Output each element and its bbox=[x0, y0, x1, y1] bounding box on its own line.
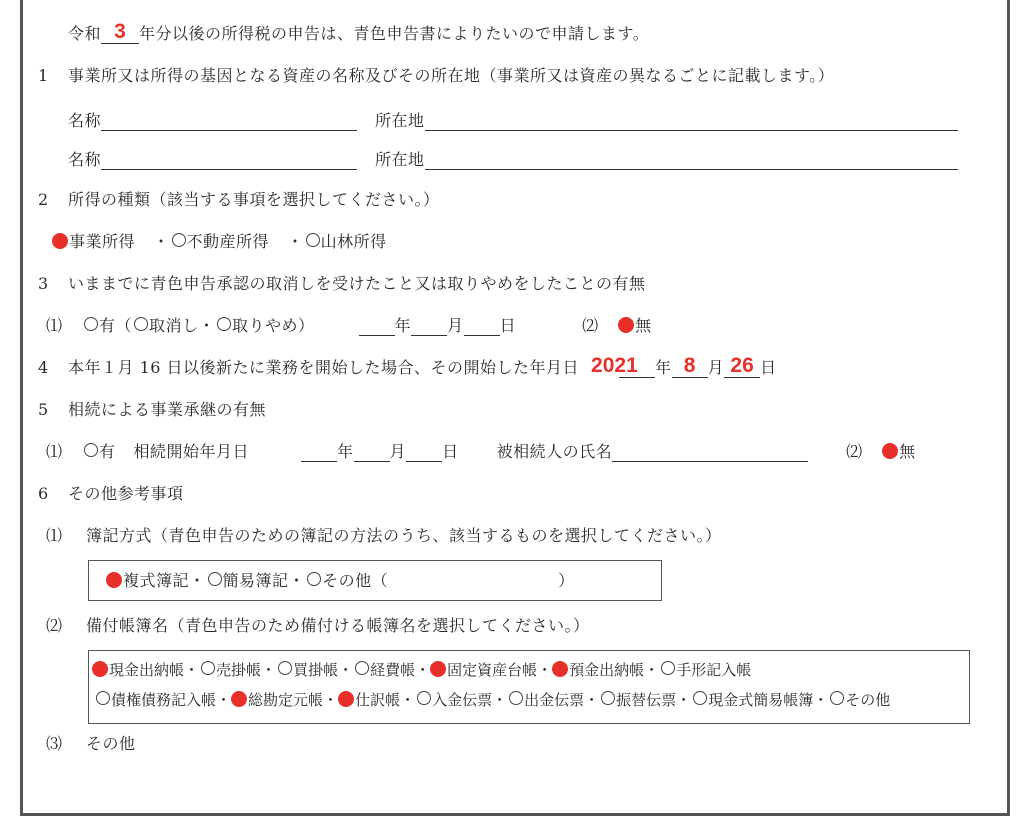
option-deposit-book[interactable] bbox=[552, 661, 644, 679]
option-cash-book[interactable] bbox=[92, 661, 184, 679]
option-label: 預金出納帳 bbox=[569, 661, 645, 679]
location-field[interactable] bbox=[425, 151, 958, 170]
day-label: 日 bbox=[442, 442, 459, 461]
section-number: 3 bbox=[38, 274, 49, 293]
section-title: いままでに青色申告承認の取消しを受けたこと又は取りやめをしたことの有無 bbox=[68, 274, 646, 293]
option-transfer-slip[interactable] bbox=[599, 691, 676, 709]
day-label: 日 bbox=[760, 358, 777, 377]
option-expense-book[interactable] bbox=[353, 661, 415, 679]
option-general-ledger[interactable] bbox=[231, 691, 323, 709]
selected-mark-icon bbox=[52, 233, 68, 249]
day-label: 日 bbox=[499, 316, 517, 335]
heir-name-label: 被相続人の氏名 bbox=[496, 442, 613, 461]
start-year-value: 2021 bbox=[591, 354, 638, 377]
section-number: 6 bbox=[38, 484, 49, 503]
unselected-circle-icon bbox=[208, 572, 222, 586]
section5-options bbox=[46, 442, 916, 462]
item-number: ⑵ bbox=[46, 616, 63, 635]
item-number: ⑴ bbox=[46, 526, 63, 545]
option-simple-entry[interactable] bbox=[206, 571, 289, 590]
other-method-field[interactable] bbox=[388, 573, 558, 591]
name-field[interactable] bbox=[101, 151, 357, 170]
option-other[interactable] bbox=[305, 571, 388, 590]
option-label: 無 bbox=[635, 316, 652, 335]
day-field[interactable] bbox=[464, 317, 500, 336]
unselected-circle-icon bbox=[84, 317, 98, 331]
selected-mark-icon bbox=[882, 443, 898, 459]
unselected-circle-icon bbox=[172, 233, 186, 247]
section-number: 4 bbox=[38, 358, 49, 377]
bookkeeping-method-heading bbox=[46, 526, 722, 546]
year-label: 年 bbox=[394, 316, 412, 335]
section3-options: ⑴ 有（ 取消し・ 取りやめ） 年 月 日 ⑵ 無 bbox=[46, 316, 652, 335]
option-receipt-slip[interactable] bbox=[415, 691, 492, 709]
location-field[interactable] bbox=[425, 112, 958, 131]
option-double-entry[interactable] bbox=[106, 571, 189, 590]
option-label: 取りやめ） bbox=[232, 316, 315, 335]
section6-heading bbox=[38, 484, 184, 504]
unselected-circle-icon bbox=[693, 691, 707, 705]
option-label: 有 bbox=[99, 442, 116, 461]
option-other-ledger[interactable] bbox=[828, 691, 890, 709]
separator: ・ bbox=[153, 232, 170, 251]
start-day-field[interactable] bbox=[724, 354, 760, 378]
option-payment-slip[interactable] bbox=[507, 691, 584, 709]
item-number: ⑵ bbox=[846, 442, 863, 461]
year-label: 年 bbox=[655, 358, 672, 377]
unselected-circle-icon bbox=[509, 691, 523, 705]
section-title: 事業所又は所得の基因となる資産の名称及びその所在地（事業所又は資産の異なるごとに記載します。） bbox=[68, 66, 835, 85]
intro-text: 年分以後の所得税の申告は、青色申告書によりたいので申請します。 bbox=[139, 24, 650, 43]
option-fixed-asset-ledger[interactable] bbox=[430, 661, 537, 679]
selected-mark-icon bbox=[92, 661, 108, 677]
unselected-circle-icon bbox=[278, 661, 292, 675]
subsection-title: 備付帳簿名（青色申告のため備付ける帳簿名を選択してください。） bbox=[86, 616, 590, 635]
start-month-value: 8 bbox=[683, 354, 696, 377]
item-number: ⑴ bbox=[46, 316, 63, 335]
unselected-circle-icon bbox=[601, 691, 615, 705]
month-label: 月 bbox=[447, 316, 464, 335]
option-bill-book[interactable] bbox=[659, 661, 751, 679]
option-yes[interactable] bbox=[82, 442, 116, 461]
heir-name-field[interactable] bbox=[612, 443, 808, 462]
start-month-field[interactable] bbox=[672, 354, 708, 378]
unselected-circle-icon bbox=[134, 317, 148, 331]
unselected-circle-icon bbox=[830, 691, 844, 705]
location-label: 所在地 bbox=[375, 150, 425, 169]
item-number: ⑴ bbox=[46, 442, 63, 461]
unselected-circle-icon bbox=[84, 443, 98, 457]
option-label: 複式簿記 bbox=[123, 571, 190, 590]
option-label: 買掛帳 bbox=[293, 661, 339, 679]
option-debt-book[interactable] bbox=[94, 691, 216, 709]
option-label: 有（ bbox=[99, 316, 133, 335]
era-label: 令和 bbox=[68, 24, 102, 43]
month-field[interactable] bbox=[354, 443, 390, 462]
section-title: 本年１月 16 日以後新たに業務を開始した場合、その開始した年月日 bbox=[68, 358, 580, 377]
section-title: その他参考事項 bbox=[68, 484, 184, 503]
option-label: 不動産所得 bbox=[186, 232, 270, 251]
option-label: 仕訳帳 bbox=[355, 691, 401, 709]
other-heading bbox=[46, 734, 136, 754]
option-cash-simple-book[interactable] bbox=[691, 691, 813, 709]
option-real-estate-income[interactable] bbox=[170, 232, 270, 251]
option-label: 簡易簿記 bbox=[222, 571, 289, 590]
era-year-value: 3 bbox=[114, 20, 126, 43]
separator: ・ bbox=[287, 232, 304, 251]
unselected-circle-icon bbox=[661, 661, 675, 675]
unselected-circle-icon bbox=[417, 691, 431, 705]
section4-line bbox=[38, 354, 777, 378]
subsection-title: その他 bbox=[86, 734, 136, 753]
year-field[interactable] bbox=[359, 317, 395, 336]
name-label: 名称 bbox=[68, 111, 102, 130]
ledger-options-row-1: 現金出納帳・ 売掛帳・ 買掛帳・ 経費帳・ 固定資産台帳・ 預金出納帳・ 手形記入帳 bbox=[92, 660, 751, 680]
start-date-label: 相続開始年月日 bbox=[133, 442, 250, 461]
unselected-circle-icon bbox=[355, 661, 369, 675]
selected-mark-icon bbox=[552, 661, 568, 677]
item-number: ⑶ bbox=[46, 734, 63, 753]
option-label: 手形記入帳 bbox=[676, 661, 752, 679]
option-label: 入金伝票 bbox=[432, 691, 493, 709]
option-accounts-receivable[interactable] bbox=[199, 661, 261, 679]
income-type-options bbox=[52, 232, 387, 252]
year-label: 年 bbox=[337, 442, 354, 461]
option-no[interactable] bbox=[882, 442, 916, 461]
month-field[interactable] bbox=[411, 317, 447, 336]
section3-heading bbox=[38, 274, 646, 294]
selected-mark-icon bbox=[618, 317, 634, 333]
option-label: 経費帳 bbox=[370, 661, 416, 679]
option-journal[interactable] bbox=[338, 691, 400, 709]
section-title: 所得の種類（該当する事項を選択してください。） bbox=[68, 190, 440, 209]
name-field[interactable] bbox=[101, 112, 357, 131]
section1-row-2 bbox=[68, 150, 958, 170]
option-cancelled[interactable] bbox=[132, 316, 199, 335]
option-label: 事業所得 bbox=[69, 232, 136, 251]
ledger-names-heading bbox=[46, 616, 590, 636]
month-label: 月 bbox=[707, 358, 725, 377]
unselected-circle-icon bbox=[306, 233, 320, 247]
section-number: 5 bbox=[38, 400, 49, 419]
option-label: 出金伝票 bbox=[524, 691, 585, 709]
start-year-field[interactable] bbox=[591, 354, 655, 378]
name-label: 名称 bbox=[68, 150, 102, 169]
paren-close: ） bbox=[558, 571, 575, 590]
option-yes[interactable] bbox=[82, 316, 132, 335]
option-label: 固定資産台帳 bbox=[447, 661, 538, 679]
year-field[interactable] bbox=[301, 443, 337, 462]
era-year-field[interactable] bbox=[101, 20, 139, 44]
section-title: 相続による事業承継の有無 bbox=[68, 400, 267, 419]
bookkeeping-method-options: 複式簿記・ 簡易簿記・ その他（ ） bbox=[106, 571, 575, 591]
unselected-circle-icon bbox=[96, 691, 110, 705]
option-label: 無 bbox=[899, 442, 916, 461]
intro-line bbox=[68, 20, 650, 44]
selected-mark-icon bbox=[231, 691, 247, 707]
selected-mark-icon bbox=[106, 572, 122, 588]
option-label: その他（ bbox=[322, 571, 389, 590]
location-label: 所在地 bbox=[375, 111, 425, 130]
section2-heading bbox=[38, 190, 440, 210]
subsection-title: 簿記方式（青色申告のための簿記の方法のうち、該当するものを選択してください。） bbox=[86, 526, 722, 545]
option-label: 総勘定元帳 bbox=[248, 691, 324, 709]
option-accounts-payable[interactable] bbox=[276, 661, 338, 679]
section5-heading bbox=[38, 400, 266, 420]
item-number: ⑵ bbox=[582, 316, 599, 335]
section1-row-1 bbox=[68, 111, 958, 131]
option-forest-income[interactable] bbox=[304, 232, 387, 251]
option-label: 振替伝票 bbox=[616, 691, 677, 709]
unselected-circle-icon bbox=[217, 317, 231, 331]
option-label: 取消し bbox=[149, 316, 199, 335]
option-business-income[interactable] bbox=[52, 232, 135, 251]
option-label: 債権債務記入帳 bbox=[111, 691, 217, 709]
section1-heading bbox=[38, 66, 834, 86]
option-no[interactable] bbox=[618, 316, 652, 335]
month-label: 月 bbox=[389, 442, 407, 461]
start-day-value: 26 bbox=[730, 354, 754, 377]
unselected-circle-icon bbox=[307, 572, 321, 586]
section-number: 1 bbox=[38, 66, 49, 85]
option-label: 売掛帳 bbox=[216, 661, 262, 679]
option-withdrawn[interactable] bbox=[215, 316, 315, 335]
option-label: 現金出納帳 bbox=[109, 661, 185, 679]
selected-mark-icon bbox=[430, 661, 446, 677]
option-label: 現金式簡易帳簿 bbox=[708, 691, 814, 709]
day-field[interactable] bbox=[406, 443, 442, 462]
selected-mark-icon bbox=[338, 691, 354, 707]
unselected-circle-icon bbox=[201, 661, 215, 675]
ledger-options-row-2: 債権債務記入帳・ 総勘定元帳・ 仕訳帳・ 入金伝票・ 出金伝票・ 振替伝票・ 現金式簡易帳簿・ その他 bbox=[94, 690, 890, 710]
section-number: 2 bbox=[38, 190, 49, 209]
option-label: 山林所得 bbox=[320, 232, 387, 251]
option-label: その他 bbox=[845, 691, 891, 709]
